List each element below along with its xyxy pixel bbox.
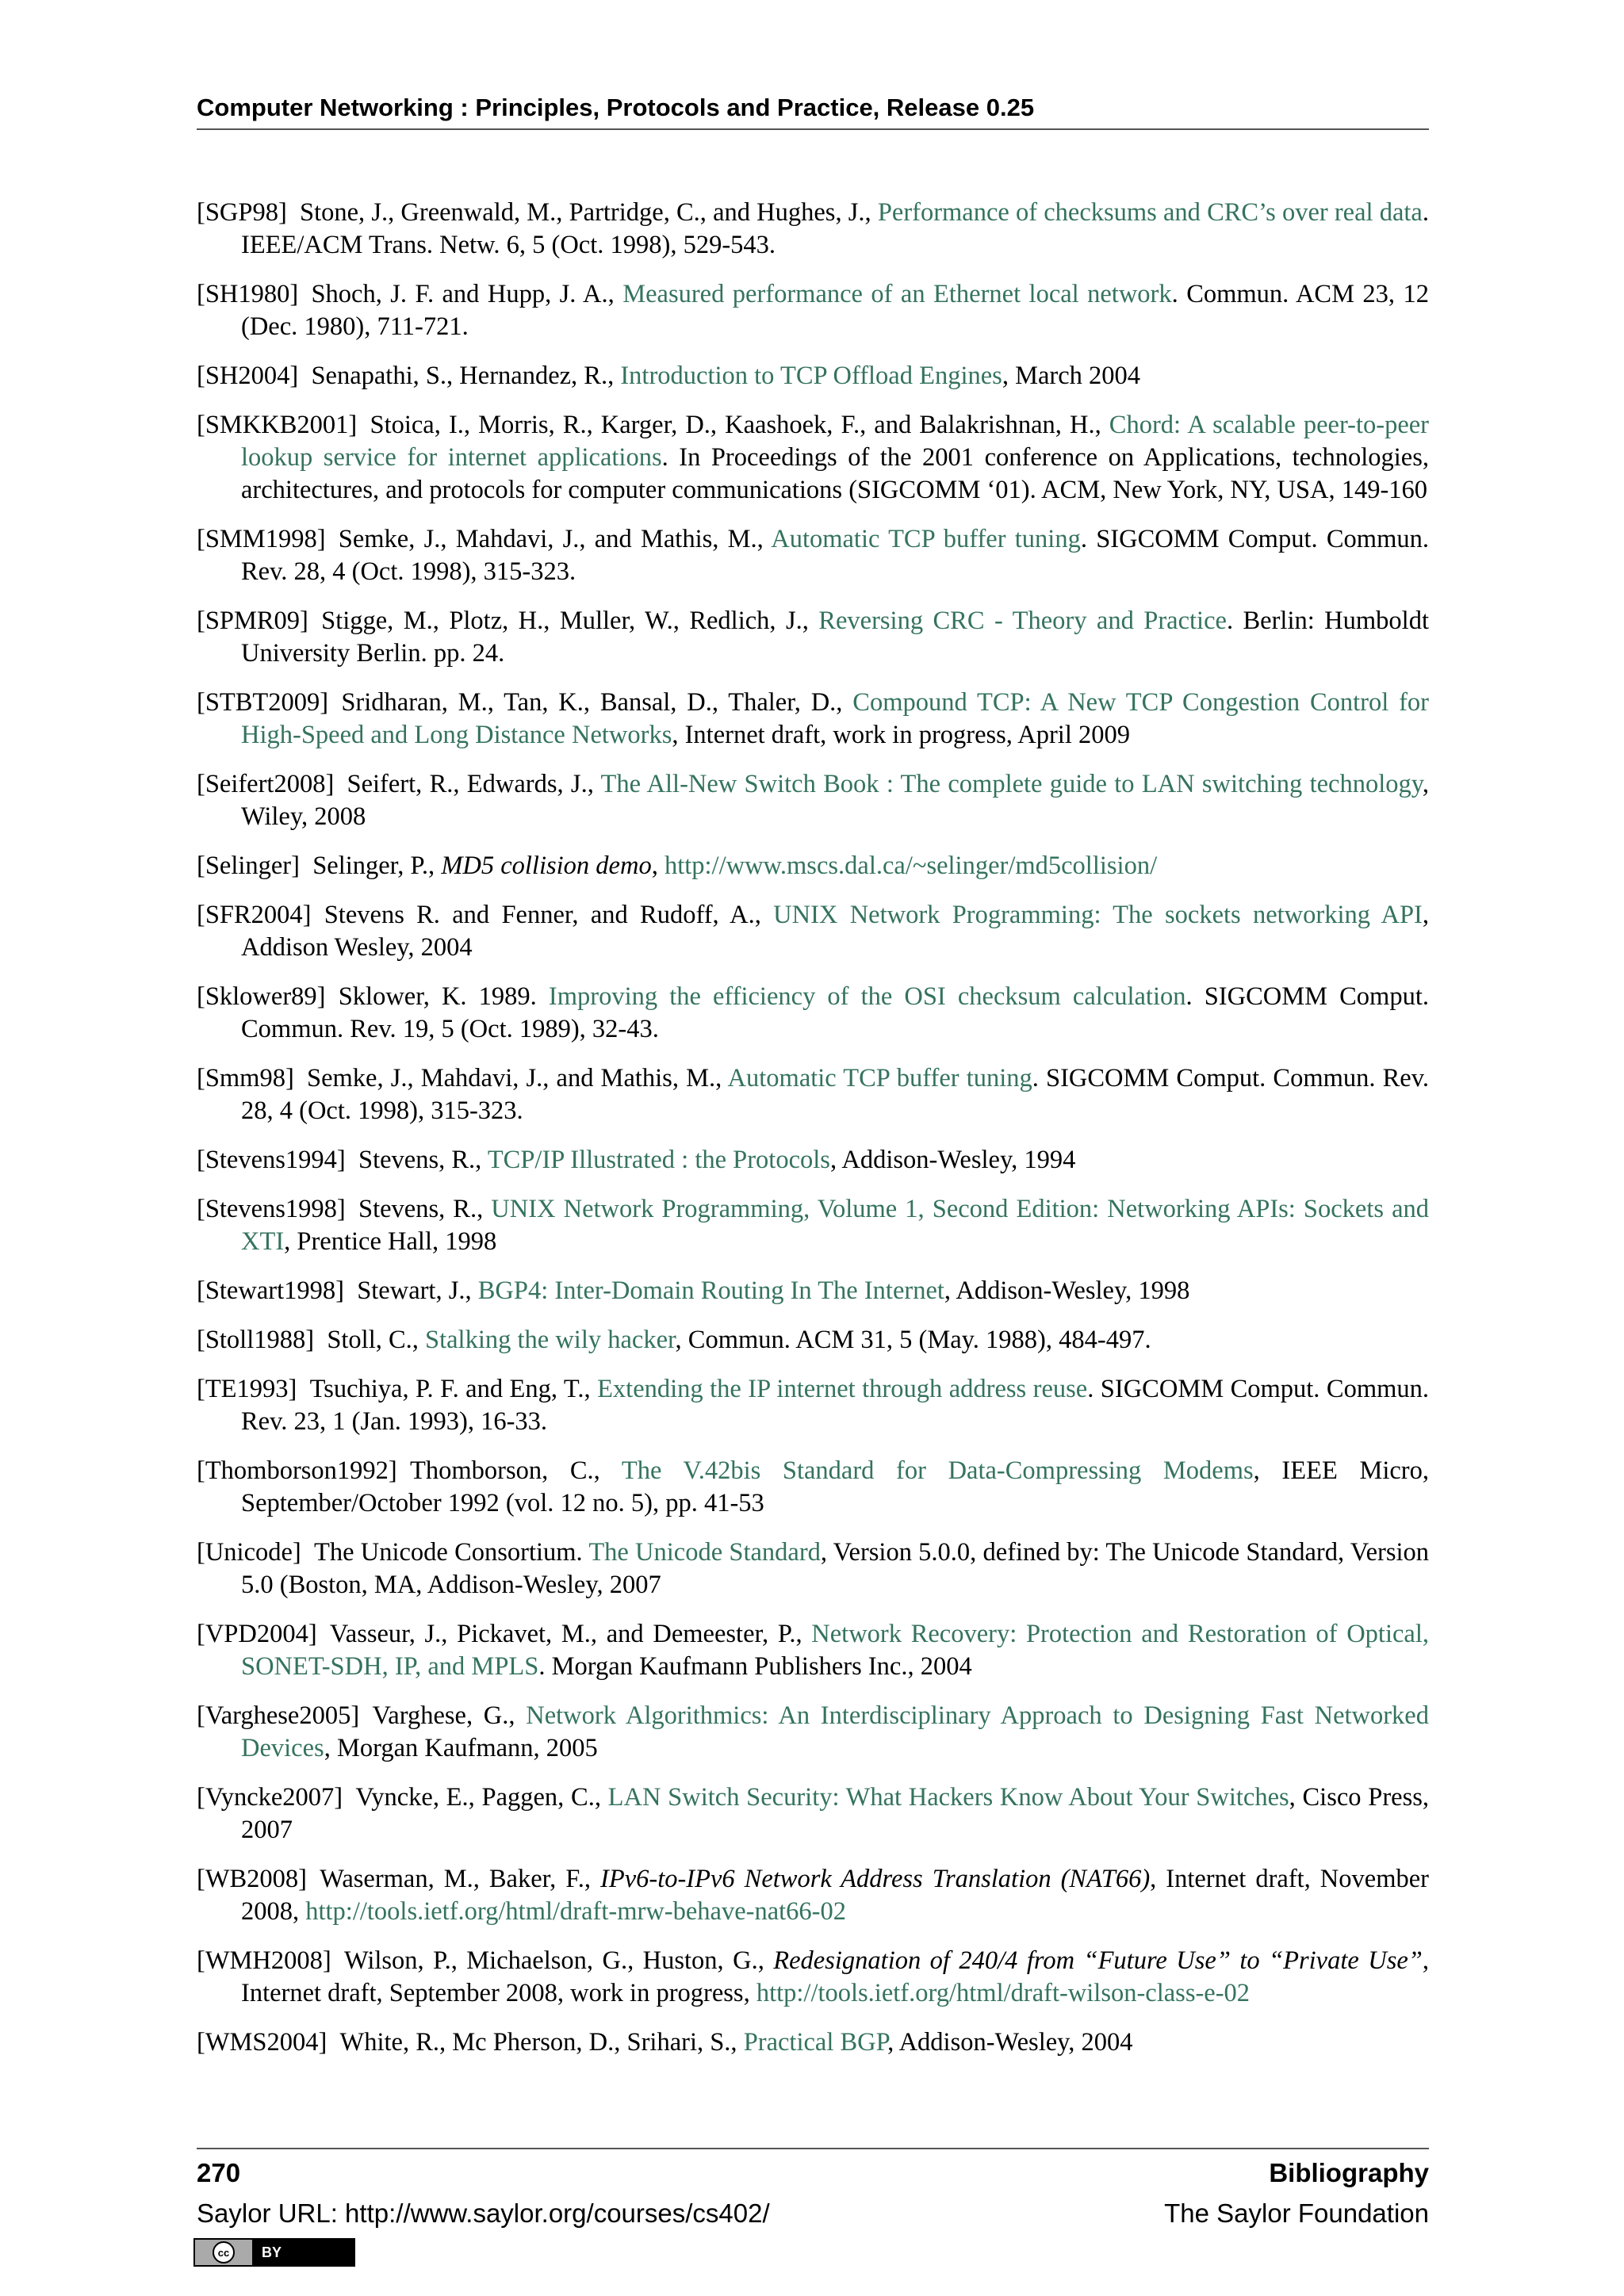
reference-entry (197, 1700, 1429, 1765)
reference-text: , Addison Wesley, 2004 (241, 901, 1429, 962)
reference-link[interactable]: http://www.mscs.dal.ca/~selinger/md5collision/ (664, 851, 1158, 880)
reference-key: [Thomborson1992] (197, 1456, 397, 1485)
reference-text: , Addison-Wesley, 1998 (944, 1276, 1190, 1305)
reference-text: Waserman, M., Baker, F., (320, 1865, 601, 1893)
reference-link[interactable]: Compound TCP: A New TCP Congestion Control for High-Speed and Long Distance Networks (241, 688, 1429, 749)
reference-entry (197, 768, 1429, 833)
reference-text: Sridharan, M., Tan, K., Bansal, D., Thaler, D., (341, 688, 853, 717)
creative-commons-icon: cc (213, 2241, 235, 2263)
reference-text: , Internet draft, September 2008, work in progress, (241, 1946, 1429, 2007)
reference-text: . Commun. ACM 23, 12 (Dec. 1980), 711-721. (241, 280, 1429, 341)
reference-entry (197, 409, 1429, 507)
reference-link[interactable]: Measured performance of an Ethernet local network (622, 280, 1172, 308)
reference-entry (197, 1945, 1429, 2010)
reference-entry (197, 1781, 1429, 1846)
reference-text: Semke, J., Mahdavi, J., and Mathis, M., (307, 1064, 728, 1093)
reference-entry (197, 1324, 1429, 1357)
reference-text: , Addison-Wesley, 1994 (829, 1146, 1076, 1174)
reference-key: [WMH2008] (197, 1946, 331, 1975)
reference-key: [WB2008] (197, 1865, 307, 1893)
reference-key: [SGP98] (197, 198, 287, 227)
reference-text: The Unicode Consortium. (314, 1538, 589, 1567)
reference-link[interactable]: Introduction to TCP Offload Engines (620, 362, 1002, 390)
reference-text: Shoch, J. F. and Hupp, J. A., (311, 280, 623, 308)
reference-text: Selinger, P., (312, 851, 442, 880)
reference-entry (197, 1373, 1429, 1438)
reference-entry (197, 605, 1429, 670)
running-header: Computer Networking : Principles, Protocols and Practice, Release 0.25 (197, 94, 1035, 121)
reference-text: Wilson, P., Michaelson, G., Huston, G., (343, 1946, 774, 1975)
reference-key: [SMKKB2001] (197, 411, 358, 439)
reference-text: Stoica, I., Morris, R., Karger, D., Kaashoek, F., and Balakrishnan, H., (370, 411, 1109, 439)
footer-source-line (197, 2198, 1429, 2229)
reference-text: . SIGCOMM Comput. Commun. Rev. 23, 1 (Jan. 1993), 16-33. (241, 1375, 1430, 1436)
reference-text: Thomborson, C., (410, 1456, 622, 1485)
bibliography-list (197, 197, 1429, 2076)
reference-text: Stone, J., Greenwald, M., Partridge, C., and Hughes, J., (300, 198, 878, 227)
reference-link[interactable]: Stalking the wily hacker (425, 1326, 676, 1354)
reference-link[interactable]: Network Algorithmics: An Interdisciplinary Approach to Designing Fast Networked Devices (241, 1701, 1429, 1762)
reference-text: , March 2004 (1002, 362, 1141, 390)
reference-title-italic: Redesignation of 240/4 from “Future Use” to “Private Use” (773, 1946, 1423, 1975)
reference-text: , Internet draft, November 2008, (241, 1865, 1429, 1926)
reference-text: Tsuchiya, P. F. and Eng, T., (309, 1375, 598, 1403)
reference-key: [SMM1998] (197, 525, 326, 553)
reference-text: White, R., Mc Pherson, D., Srihari, S., (339, 2028, 744, 2057)
reference-entry (197, 1536, 1429, 1601)
reference-text: Senapathi, S., Hernandez, R., (311, 362, 621, 390)
reference-key: [SFR2004] (197, 901, 312, 929)
reference-text: Stevens, R., (358, 1146, 488, 1174)
reference-key: [Stevens1994] (197, 1146, 346, 1174)
reference-text: . IEEE/ACM Trans. Netw. 6, 5 (Oct. 1998), 529-543. (241, 198, 1429, 259)
reference-entry (197, 2026, 1429, 2059)
reference-text: , Internet draft, work in progress, April 2009 (672, 721, 1130, 749)
reference-key: [Vyncke2007] (197, 1783, 343, 1812)
reference-link[interactable]: Network Recovery: Protection and Restoration of Optical, SONET-SDH, IP, and MPLS (241, 1620, 1429, 1681)
reference-text: , Cisco Press, 2007 (241, 1783, 1429, 1844)
reference-entry (197, 523, 1429, 588)
reference-title-italic: IPv6-to-IPv6 Network Address Translation (NAT66) (600, 1865, 1151, 1893)
page-number: 270 (197, 2158, 241, 2187)
reference-link[interactable]: The Unicode Standard (588, 1538, 821, 1567)
reference-key: [SH2004] (197, 362, 299, 390)
reference-link[interactable]: UNIX Network Programming, Volume 1, Second Edition: Networking APIs: Sockets and XTI (241, 1195, 1429, 1256)
reference-link[interactable]: UNIX Network Programming: The sockets networking API (773, 901, 1423, 929)
reference-key: [Varghese2005] (197, 1701, 360, 1730)
reference-text: Stewart, J., (357, 1276, 478, 1305)
reference-text: . SIGCOMM Comput. Commun. Rev. 28, 4 (Oct. 1998), 315-323. (241, 525, 1429, 586)
reference-text: , Prentice Hall, 1998 (284, 1227, 497, 1256)
reference-key: [Smm98] (197, 1064, 294, 1093)
reference-key: [Unicode] (197, 1538, 301, 1567)
reference-text: Stoll, C., (327, 1326, 426, 1354)
reference-key: [TE1993] (197, 1375, 297, 1403)
reference-key: [Stoll1988] (197, 1326, 315, 1354)
reference-text: , Commun. ACM 31, 5 (May. 1988), 484-497. (675, 1326, 1151, 1354)
reference-text: . SIGCOMM Comput. Commun. Rev. 19, 5 (Oct. 1989), 32-43. (241, 982, 1429, 1043)
reference-link[interactable]: Automatic TCP buffer tuning (771, 525, 1081, 553)
reference-link[interactable]: Reversing CRC - Theory and Practice (818, 607, 1227, 635)
cc-by-label: BY (262, 2244, 282, 2260)
reference-text: Stevens, R., (358, 1195, 492, 1223)
reference-text: Varghese, G., (372, 1701, 527, 1730)
reference-link[interactable]: BGP4: Inter-Domain Routing In The Internet (477, 1276, 944, 1305)
reference-text: . In Proceedings of the 2001 conference on Applications, technologies, architectures, and protocols for computer communications (SIGCOMM ‘01). ACM, New York, NY, USA, 149-160 (241, 443, 1429, 504)
reference-entry (197, 1863, 1429, 1928)
header-rule (197, 128, 1429, 130)
reference-link[interactable]: The All-New Switch Book : The complete guide to LAN switching technology (600, 770, 1423, 798)
reference-link[interactable]: Performance of checksums and CRC’s over real data (877, 198, 1423, 227)
reference-link[interactable]: http://tools.ietf.org/html/draft-wilson-class-e-02 (756, 1979, 1251, 2007)
reference-text: . SIGCOMM Comput. Commun. Rev. 28, 4 (Oct. 1998), 315-323. (241, 1064, 1429, 1125)
reference-text: , Wiley, 2008 (241, 770, 1429, 831)
footer-page-line (197, 2158, 1429, 2188)
section-name: Bibliography (1269, 2158, 1429, 2187)
reference-text: , IEEE Micro, September/October 1992 (vol. 12 no. 5), pp. 41-53 (241, 1456, 1429, 1517)
reference-entry (197, 1193, 1429, 1258)
reference-entry (197, 1618, 1429, 1683)
reference-entry (197, 197, 1429, 262)
reference-entry (197, 687, 1429, 752)
reference-entry (197, 850, 1429, 882)
reference-entry (197, 899, 1429, 964)
reference-text: Stigge, M., Plotz, H., Muller, W., Redlich, J., (321, 607, 819, 635)
reference-text: , Morgan Kaufmann, 2005 (324, 1734, 598, 1762)
reference-link[interactable]: The V.42bis Standard for Data-Compressing Modems (621, 1456, 1254, 1485)
reference-entry (197, 1455, 1429, 1520)
reference-text: , Version 5.0.0, defined by: The Unicode Standard, Version 5.0 (Boston, MA, Addison-Wesley, 2007 (241, 1538, 1429, 1599)
saylor-foundation: The Saylor Foundation (1164, 2198, 1429, 2228)
reference-title-italic: MD5 collision demo (441, 851, 652, 880)
reference-link[interactable]: Improving the efficiency of the OSI checksum calculation (548, 982, 1186, 1011)
reference-text: Semke, J., Mahdavi, J., and Mathis, M., (338, 525, 772, 553)
reference-text: Vyncke, E., Paggen, C., (355, 1783, 608, 1812)
reference-key: [Selinger] (197, 851, 300, 880)
reference-entry (197, 1144, 1429, 1177)
reference-key: [VPD2004] (197, 1620, 317, 1648)
reference-key: [STBT2009] (197, 688, 329, 717)
reference-key: [WMS2004] (197, 2028, 327, 2057)
reference-link[interactable]: Chord: A scalable peer-to-peer lookup service for internet applications (241, 411, 1429, 472)
reference-entry (197, 1062, 1429, 1127)
reference-link[interactable]: LAN Switch Security: What Hackers Know About Your Switches (607, 1783, 1289, 1812)
reference-entry (197, 278, 1429, 343)
reference-entry (197, 1275, 1429, 1307)
reference-text: , Addison-Wesley, 2004 (887, 2028, 1133, 2057)
reference-text: Sklower, K. 1989. (338, 982, 549, 1011)
reference-key: [Sklower89] (197, 982, 326, 1011)
reference-link[interactable]: Extending the IP internet through address reuse (597, 1375, 1088, 1403)
saylor-url: Saylor URL: http://www.saylor.org/courses/cs402/ (197, 2198, 770, 2228)
reference-text: Seifert, R., Edwards, J., (347, 770, 601, 798)
reference-key: [Stewart1998] (197, 1276, 344, 1305)
reference-key: [Stevens1998] (197, 1195, 346, 1223)
reference-link[interactable]: TCP/IP Illustrated : the Protocols (487, 1146, 830, 1174)
reference-key: [SPMR09] (197, 607, 308, 635)
reference-link[interactable]: Automatic TCP buffer tuning (727, 1064, 1032, 1093)
reference-link[interactable]: http://tools.ietf.org/html/draft-mrw-behave-nat66-02 (305, 1897, 846, 1926)
reference-key: [Seifert2008] (197, 770, 335, 798)
reference-entry (197, 981, 1429, 1046)
footer-rule (197, 2148, 1429, 2149)
reference-key: [SH1980] (197, 280, 299, 308)
reference-entry (197, 360, 1429, 392)
cc-by-license-badge (193, 2238, 355, 2267)
reference-text: , (651, 851, 665, 880)
reference-text: Vasseur, J., Pickavet, M., and Demeester, P., (329, 1620, 812, 1648)
reference-text: Stevens R. and Fenner, and Rudoff, A., (324, 901, 774, 929)
reference-link[interactable]: Practical BGP (743, 2028, 888, 2057)
reference-text: . Berlin: Humboldt University Berlin. pp. 24. (241, 607, 1429, 668)
reference-text: . Morgan Kaufmann Publishers Inc., 2004 (538, 1652, 972, 1681)
